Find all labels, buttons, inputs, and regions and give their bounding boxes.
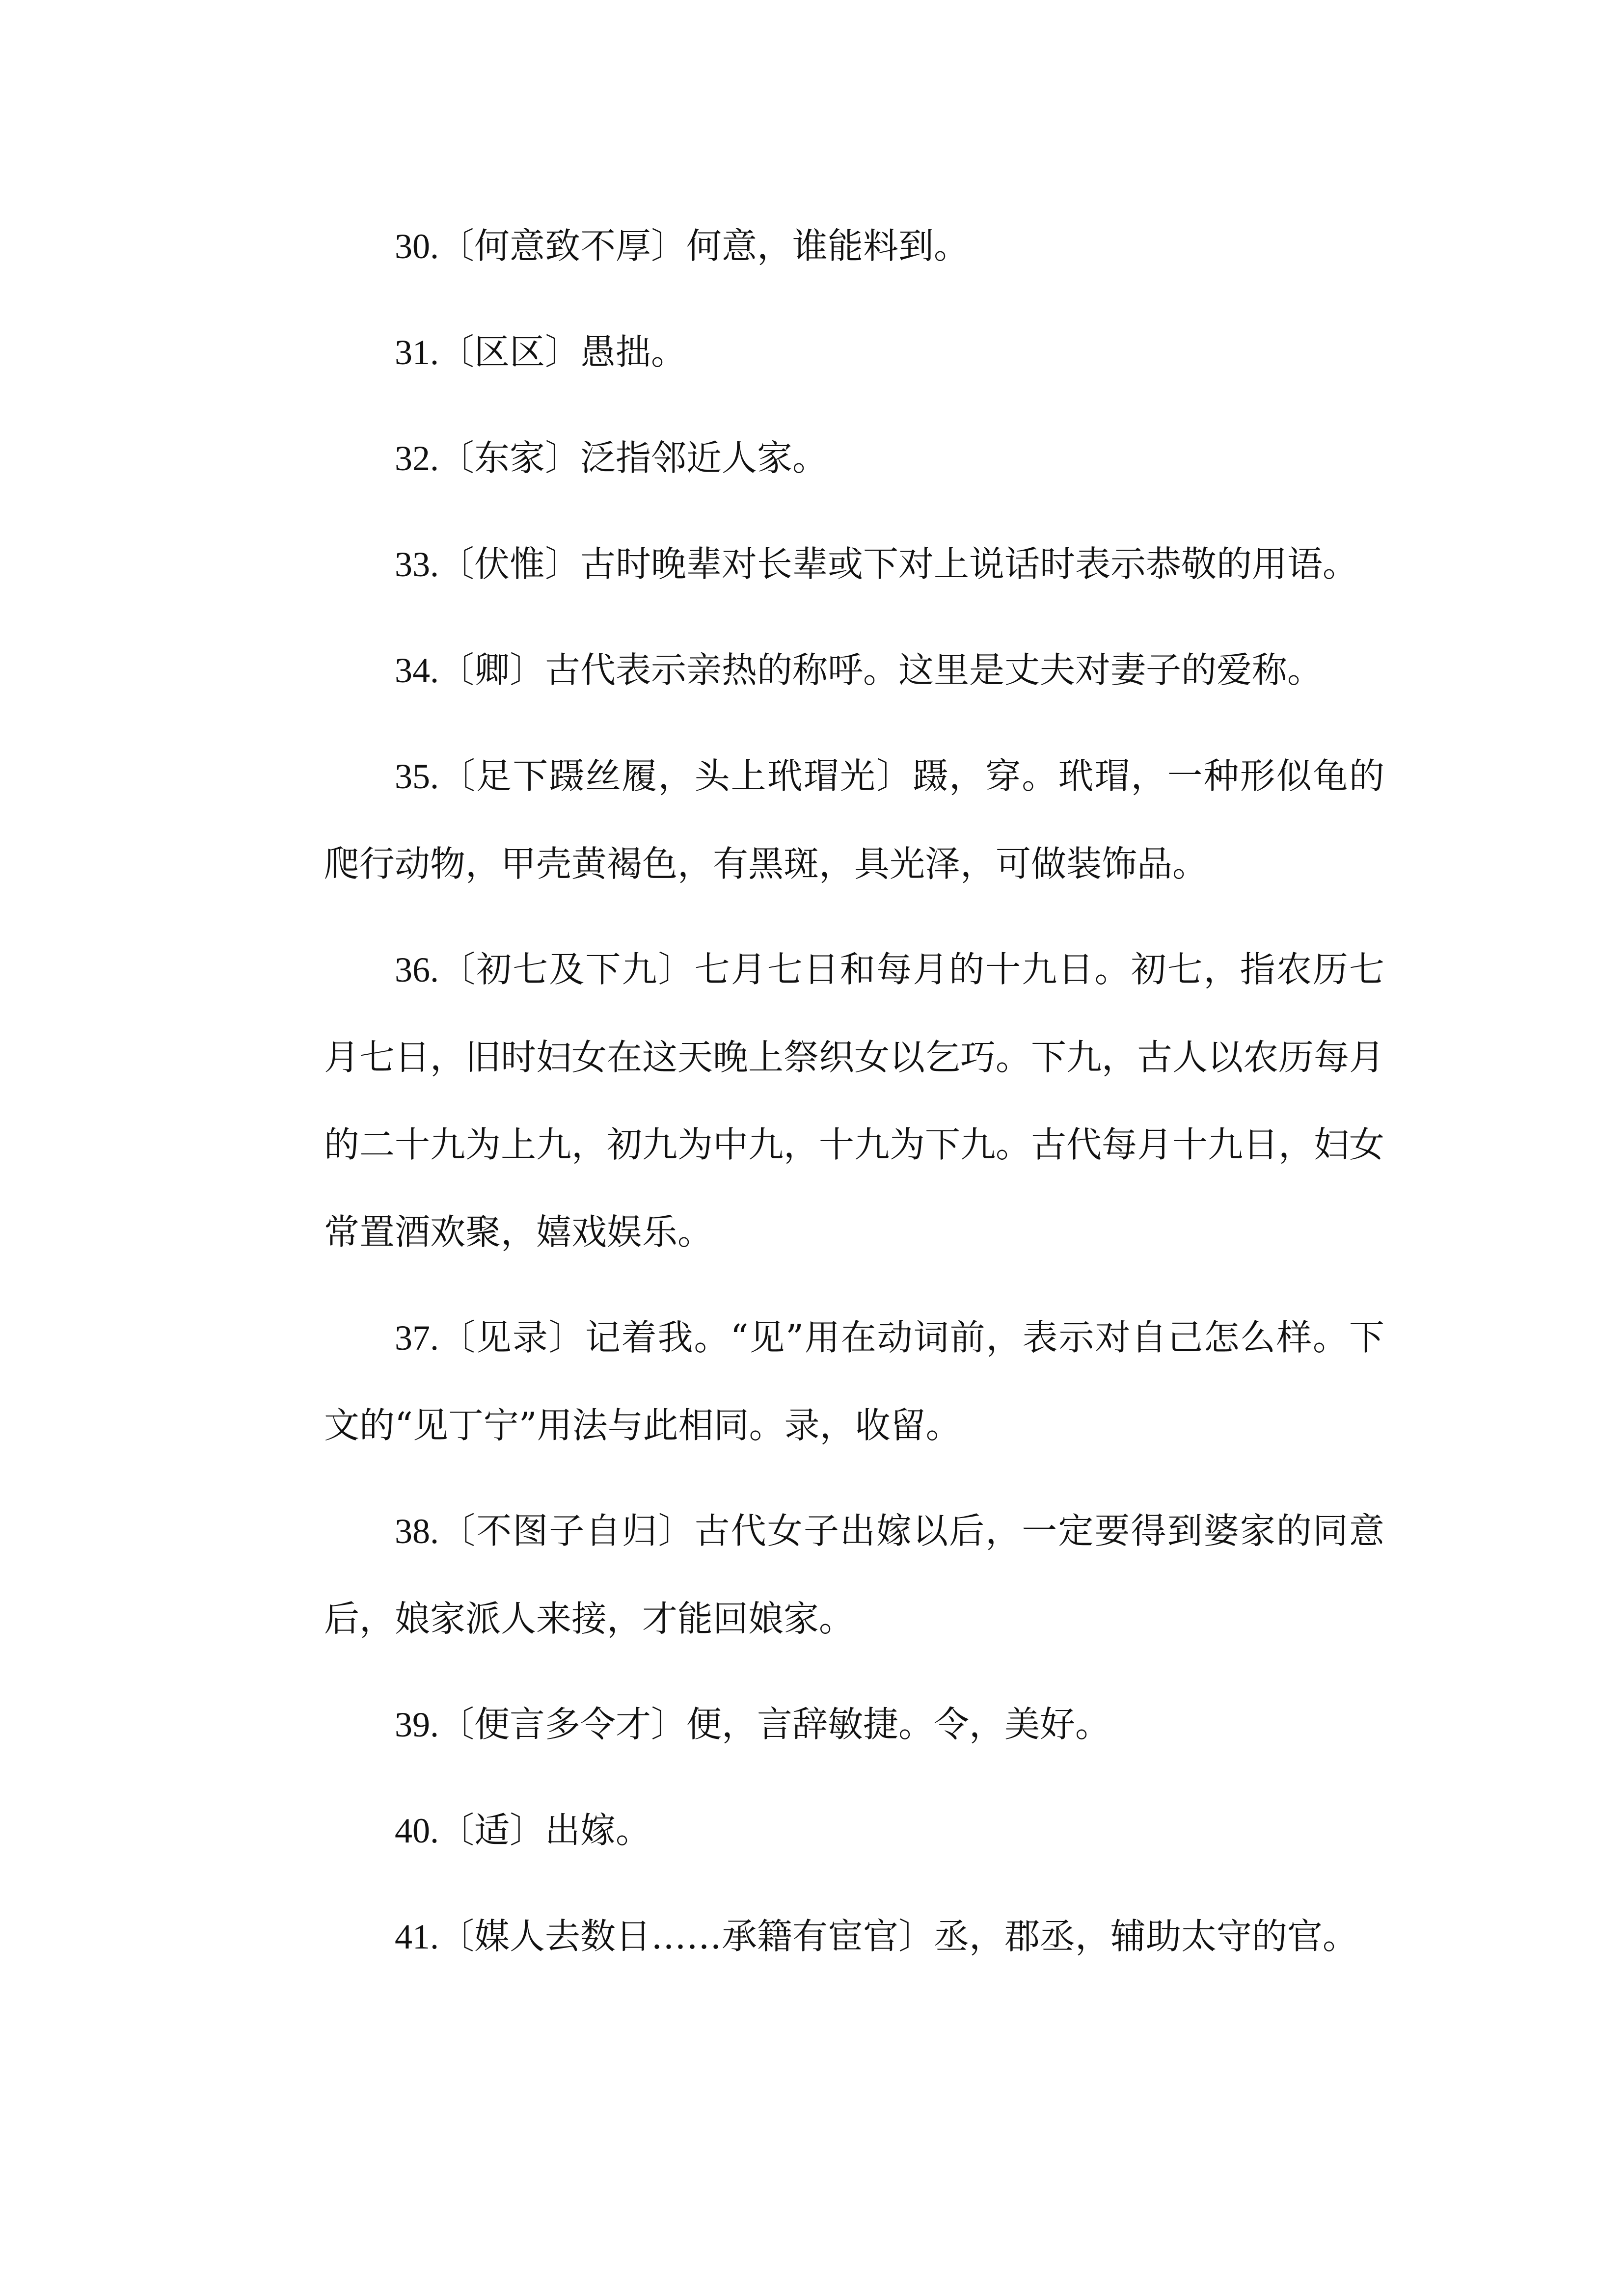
note-number: 33. bbox=[395, 545, 439, 584]
note-33 bbox=[324, 520, 1384, 608]
note-41 bbox=[324, 1893, 1384, 1980]
note-number: 41. bbox=[395, 1917, 439, 1956]
note-39 bbox=[324, 1681, 1384, 1768]
note-text: 〔不图子自归〕古代女子出嫁以后，一定要得到婆家的同意后，娘家派人来接，才能回娘家。 bbox=[324, 1510, 1384, 1639]
note-text: 〔伏惟〕古时晚辈对长辈或下对上说话时表示恭敬的用语。 bbox=[439, 543, 1358, 585]
note-31 bbox=[324, 308, 1384, 396]
note-text: 〔区区〕愚拙。 bbox=[439, 331, 687, 373]
annotation-list bbox=[324, 202, 1384, 1999]
note-number: 36. bbox=[395, 950, 439, 989]
note-30 bbox=[324, 202, 1384, 290]
note-number: 30. bbox=[395, 227, 439, 266]
note-number: 38. bbox=[395, 1512, 439, 1551]
note-34 bbox=[324, 626, 1384, 714]
note-32 bbox=[324, 414, 1384, 502]
note-36 bbox=[324, 926, 1384, 1276]
note-38 bbox=[324, 1487, 1384, 1662]
note-number: 31. bbox=[395, 333, 439, 372]
note-text: 〔见录〕记着我。“见”用在动词前，表示对自己怎么样。下文的“见丁宁”用法与此相同。录，收留。 bbox=[324, 1317, 1384, 1446]
note-text: 〔卿〕古代表示亲热的称呼。这里是丈夫对妻子的爱称。 bbox=[439, 649, 1323, 691]
note-text: 〔何意致不厚〕何意，谁能料到。 bbox=[439, 225, 970, 267]
note-text: 〔足下蹑丝履，头上玳瑁光〕蹑，穿。玳瑁，一种形似龟的爬行动物，甲壳黄褐色，有黑斑，具光泽，可做装饰品。 bbox=[324, 755, 1384, 884]
note-text: 〔便言多令才〕便，言辞敏捷。令，美好。 bbox=[439, 1704, 1111, 1745]
note-37 bbox=[324, 1294, 1384, 1469]
note-number: 32. bbox=[395, 439, 439, 478]
note-35 bbox=[324, 732, 1384, 908]
note-number: 37. bbox=[395, 1318, 439, 1358]
note-text: 〔适〕出嫁。 bbox=[439, 1810, 651, 1851]
note-number: 39. bbox=[395, 1705, 439, 1744]
note-text: 〔媒人去数日……承籍有宦官〕丞，郡丞，辅助太守的官。 bbox=[439, 1916, 1358, 1957]
note-number: 34. bbox=[395, 651, 439, 690]
note-text: 〔初七及下九〕七月七日和每月的十九日。初七，指农历七月七日，旧时妇女在这天晚上祭织女以乞巧。下九，古人以农历每月的二十九为上九，初九为中九，十九为下九。古代每月十九日，妇女常置酒欢聚，嬉戏娱乐。 bbox=[324, 949, 1385, 1253]
note-number: 35. bbox=[395, 757, 439, 796]
note-number: 40. bbox=[395, 1811, 439, 1850]
note-40 bbox=[324, 1787, 1384, 1874]
note-text: 〔东家〕泛指邻近人家。 bbox=[439, 437, 828, 479]
